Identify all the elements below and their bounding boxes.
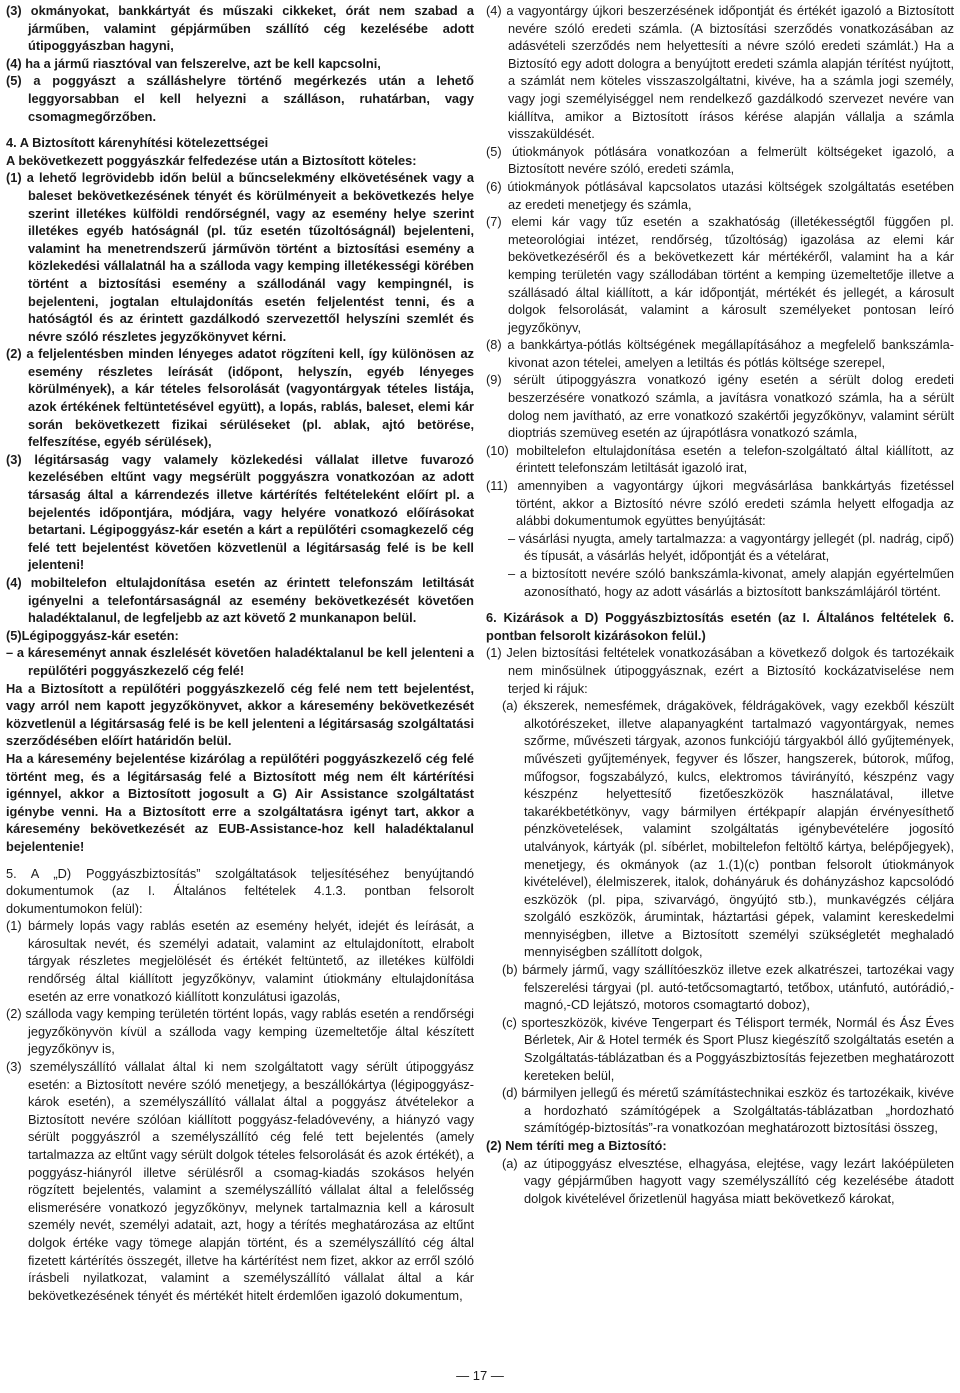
right-paragraph: (1) Jelen biztosítási feltételek vonatkozásában a következő dolgok és tartozékaik nem minősülnek útipoggyásznak, ezért a Biztosító kockázatviselése nem terjed ki rájuk:: [486, 645, 954, 696]
left-paragraph: (3) légitársaság vagy valamely közlekedési vállalat illetve fuvarozó kezelésében eltűnt vagy megsérült poggyászra vonatkozóan az adott társaság által a kárrendezés illetve kártérítés feltételeként előírt pl. a bejelentés időpontjára, módjára, vagy helyére vonatkozó előírásokat betartani. Légipoggyász-kár esetén a kárt a repülőtéri csomagkezelő cég felé tett bejelentést követően közvetlenül a légitársaság felé is be kell jelenteni!: [6, 451, 474, 573]
right-paragraph: (b) bármely jármű, vagy szállítóeszköz illetve ezek alkatrészei, tartozékai vagy felszerelési tárgyai (pl. autó-tetőcsomagtartó, tetőbox, utánfutó, autórádió,-magnó,-CD lejátszó, motoros csomagtartó doboz),: [502, 962, 954, 1013]
right-paragraph: (a) az útipoggyász elvesztése, elhagyása, elejtése, vagy lezárt lakóépületen vagy gépjárműben hagyott vagy személyszállító cég kezelésébe átadott dolgok kivételével őrizetlenül hagyása miatt bekövetkező károkat,: [502, 1155, 954, 1206]
left-paragraph: (3) okmányokat, bankkártyát és műszaki cikkeket, órát nem szabad a járműben, valamint gépjárműben szállító cég kezelésébe adott útipoggyászban hagyni,: [6, 3, 474, 54]
left-paragraph: (5)Légipoggyász-kár esetén:: [6, 627, 179, 643]
right-paragraph: (c) sporteszközök, kivéve Tengerpart és Télisport termék, Normál és Ász Éves Bérletek, Air & Hotel termék és Sport Plusz kiegészítő szolgáltatás esetén a Szolgáltatás-táblázatban és a Poggyászbiztosítás fejezetben meghatározott kereteken belül,: [502, 1014, 954, 1083]
right-paragraph: (7) elemi kár vagy tűz esetén a szakhatóság (illetékességtől függően pl. meteorológiai intézet, rendőrség, tűzoltóság) igazolása az elemi kár bekövetkezéséről és a bekövetkezett kár mértékéről, valamint ha a kár kemping területén vagy szállodában történt a kemping üzemeltetője illetve a szállásadó által kiállított, a kár időpontját, mértékét és jellegét, a károsult dolgok felsorolását, valamint a károsult személyeket pontosan leíró jegyzőkönyv,: [486, 214, 954, 335]
right-paragraph: (6) útiokmányok pótlásával kapcsolatos utazási költségek szolgáltatás esetében az eredeti menetjegy és számla,: [486, 178, 954, 212]
left-paragraph: 4. A Biztosított kárenyhítési kötelezettségei: [6, 135, 269, 151]
left-column: [6, 2, 474, 1304]
left-paragraph: – a káreseményt annak észlelését követően haladéktalanul be kell jelenteni a repülőtéri poggyászkezelő cég felé!: [6, 645, 474, 678]
right-paragraph: (4) a vagyontárgy újkori beszerzésének időpontját és értékét igazoló a Biztosított nevére szóló eredeti számla. (A biztosítási szerződés vonatkozásában az adásvételi szerződés nem helyettesíti a névre szóló eredeti számlát.) Ha a Biztosító egy adott dologra a benyújtott eredeti számla alapján térítést nyújtott, a számlát nem köteles visszaszolgáltatni, kivéve, ha a számla jogi személy, vagy jogi személyiséggel nem rendelkező gazdálkodó szervezet nevére van kiállítva, amikor a Biztosított írásos kérése alapján vállalja a számla visszaküldését.: [486, 3, 954, 142]
right-paragraph: (9) sérült útipoggyászra vonatkozó igény esetén a sérült dolog eredeti beszerzésére vonatkozó számla, a javításra vonatkozó számla, ha a sérült dolog nem javítható, az erre vonatkozó szakértői jegyzőkönyv, valamint sérült dioptriás szemüveg esetén az újrapótlásra vonatkozó számla,: [486, 372, 954, 441]
left-paragraph: (4) mobiltelefon eltulajdonítása esetén az érintett telefonszám letiltását igényelni a telefontársaságnál az esemény bekövetkezését követően haladéktalanul, de legfeljebb az azt követő 2 munkanapon belül.: [6, 575, 474, 626]
left-paragraph: (4) ha a jármű riasztóval van felszerelve, azt be kell kapcsolni,: [6, 55, 381, 71]
left-paragraph: (1) a lehető legrövidebb időn belül a bűncselekmény elkövetésének vagy a baleset bekövetkezésének tényét és körülményeit a bekövetkezés helye szerint illetékes külföldi rendőrségnél, vagy az esemény helye szerint illetékes egyéb hatóságnál (pl. tűz esetén tűzoltóságnál) bejelenteni, valamint ha menetrendszerű járművön történt a biztosítási esemény a közlekedési vállalatnál ha a szálloda vagy kemping illetékességi körében történt a biztosítási esemény a szállodánál vagy kempingnél, is bejelenteni, jogtalan eltulajdonítás esetén feljelentést tenni, és a hatóságtól és az érintett gazdálkodó szervezettől helyszíni szemlét és névre szóló részletes jegyzőkönyvet kérni.: [6, 170, 474, 344]
left-paragraph: Ha a Biztosított a repülőtéri poggyászkezelő cég felé nem tett bejelentést, vagy arról nem kapott jegyzőkönyvet, akkor a káresemény bekövetkezését közvetlenül a légitársaság felé is be kell jelenteni a légitársaság szolgáltatási szerződésében előírt határidőn belül.: [6, 680, 474, 749]
left-paragraph: 5. A „D) Poggyászbiztosítás” szolgáltatások teljesítéséhez benyújtandó dokumentumok (az I. Általános feltételek 4.1.3. pontban felsorolt dokumentumokon felül):: [6, 865, 474, 916]
right-paragraph: (8) a bankkártya-pótlás költségének megállapításához a megfelelő bankszámla-kivonat azon tételei, amelyen a letiltás és pótlás költsége szerepel,: [486, 337, 954, 370]
page-number: — 17 —: [456, 1368, 504, 1383]
right-paragraph: 6. Kizárások a D) Poggyászbiztosítás esetén (az I. Általános feltételek 6. pontban felsorolt kizárásokon felül.): [486, 610, 954, 643]
left-paragraph: A bekövetkezett poggyászkár felfedezése után a Biztosított köteles:: [6, 152, 417, 168]
left-paragraph: (1) bármely lopás vagy rablás esetén az esemény helyét, idejét és leírását, a károsultak nevét, és személyi adatait, valamint az eltulajdonított, elrabolt tárgyak részletes megjelölését és értékét feltüntető, az illetékes külföldi rendőrség által kiállított jegyzőkönyv, valamint útiokmány eltulajdonítása esetén az erre vonatkozó kiállított konzulátusi igazolás,: [6, 918, 474, 1004]
right-paragraph: (a) ékszerek, nemesfémek, drágakövek, féldrágakövek, vagy ezekből készült alkotórészeket, illetve alapanyagként tartalmazó vagyontárgyak, nemes szőrme, művészeti tárgyak, azonos funkciójú tárgyakból álló gyűjtemények, művészeti gyűjtemények, fegyver és lőszer, hangszerek, bútorok, műfog, műfogsor, fogszabályzó, kulcs, elektromos távirányító, készpénz vagy készpénz helyettesítő fizetőeszközök használatával, illetve takarékbetétkönyv, vagy bármilyen értékpapír alapján érvényesíthető pénzkövetelések, valamint szolgáltatás igénybevételére jogosító utalványok, kártyák (pl. síbérlet, mobiltelefon feltöltő kártya, belépőjegyek), menetjegy, és okmányok (az 1.(1)(c) pontban felsorolt útiokmányok kivételével), élelmiszerek, italok, dohányáruk és dohányzáshoz kapcsolódó eszközök (pl. pipa, szivarvágó, öngyújtó stb.), munkavégzés céljára szolgáló eszközök, árumintak, háztartási gépek, valamint kereskedelmi mennyiségben, illetve a Biztosított személyi szükségletét meghaladó mennyiségben szállított dolgok,: [502, 698, 954, 960]
right-paragraph: – a biztosított nevére szóló bankszámla-kivonat, amely alapján egyértelműen azonosítható, hogy az adott vásárlás a biztosított bankszámlájáról történt.: [508, 566, 954, 599]
right-paragraph: (5) útiokmányok pótlására vonatkozóan a felmerült költségeket igazoló, a Biztosított nevére szóló, eredeti számla,: [486, 143, 954, 177]
right-paragraph: (11) amennyiben a vagyontárgy újkori megvásárlása bankkártyás fizetéssel történt, akkor a Biztosító névre szóló eredeti számla helyett elfogadja az alábbi dokumentumok együttes benyújtását:: [486, 478, 954, 529]
left-paragraph: (3) személyszállító vállalat által ki nem szolgáltatott vagy sérült útipoggyász esetén: a Biztosított nevére szóló menetjegy, a beszállókártya (légipoggyász-károk esetén), a személyszállító vállalat által a poggyász átvételekor a Biztosított nevére szólóan kiállított poggyász-feladóvevény, a hiányzó vagy sérült poggyászról a személyszállító cég felé tett bejelentés (amely tartalmazza az eltűnt vagy sérült dolgok tételes felsorolását és azok értékét), a poggyász-hiányról illetve sérülésről a csomag-kiadás szokásos helyén rögzített bejelentés, valamint a személyszállító vállalat által a felelősség elismerésére vonatkozó jegyzőkönyv, melynek tartalmaznia kell a károsult személy nevét, személyi adatait, azt, hogy a térítés meghatározása az eltűnt dolgok értéke vagy tömege alapján történt, és a személyszállító cég által fizetett kártérítés összegét, illetve ha kártérítést nem fizet, akkor az erről szóló írásbeli nyilatkozat, valamint a személyszállító vállalat által a kár bekövetkezésének tényét és mértékét hitelt érdemlően igazoló dokumentum,: [6, 1059, 474, 1303]
left-paragraph: (5) a poggyászt a szálláshelyre történő megérkezés után a lehető leggyorsabban el kell helyezni a szálláson, ruhatárban, vagy csomagmegőrzőben.: [6, 73, 474, 124]
right-paragraph: – vásárlási nyugta, amely tartalmazza: a vagyontárgy jellegét (pl. nadrág, cipő) és típusát, a vásárlás helyét, időpontját és a vételárat,: [508, 530, 954, 564]
left-paragraph: Ha a káresemény bejelentése kizárólag a repülőtéri poggyászkezelő cég felé történt meg, és a légitársaság felé a Biztosított még nem élt kártérítési igénnyel, akkor a Biztosított jogosult a G) Air Assistance szolgáltatást igénybe venni. Ha a Biztosított erre a szolgáltatásra igényt tart, akkor a káresemény bekövetkezését az EUB-Assistance-hoz kell haladéktalanul bejelentenie!: [6, 750, 474, 854]
left-paragraph: (2) a feljelentésben minden lényeges adatot rögzíteni kell, így különösen az esemény részletes leírását (időpont, helyszín, egyéb lényeges körülmények), a kár tételes felsorolását (vagyontárgyak tételes listája, azok értékének feltüntetésével együtt), a lopás, rablás, baleset, elemi kár során bekövetkezett fizikai sérüléseket (pl. ablak, ajtó betörése, felfeszítése, egyéb sérülések),: [6, 346, 474, 450]
right-paragraph: (d) bármilyen jellegű és méretű számítástechnikai eszköz és tartozékaik, kivéve a hordozható számítógépek a Szolgáltatás-táblázatban „hordozható számítógép-biztosítás”-ra vonatkozóan meghatározott biztosítási összeg,: [502, 1085, 954, 1136]
left-paragraph: (2) szálloda vagy kemping területén történt lopás, vagy rablás esetén a rendőrségi jegyzőkönyvön kívül a szálloda vagy kemping üzemeltetője által készített jegyzőkönyv is,: [6, 1006, 474, 1057]
right-paragraph: (10) mobiltelefon eltulajdonítása esetén a telefon-szolgáltató által kiállított, az érintett telefonszám letiltását igazoló irat,: [486, 442, 954, 476]
right-paragraph: (2) Nem téríti meg a Biztosító:: [486, 1138, 667, 1153]
right-column: [486, 2, 954, 1207]
